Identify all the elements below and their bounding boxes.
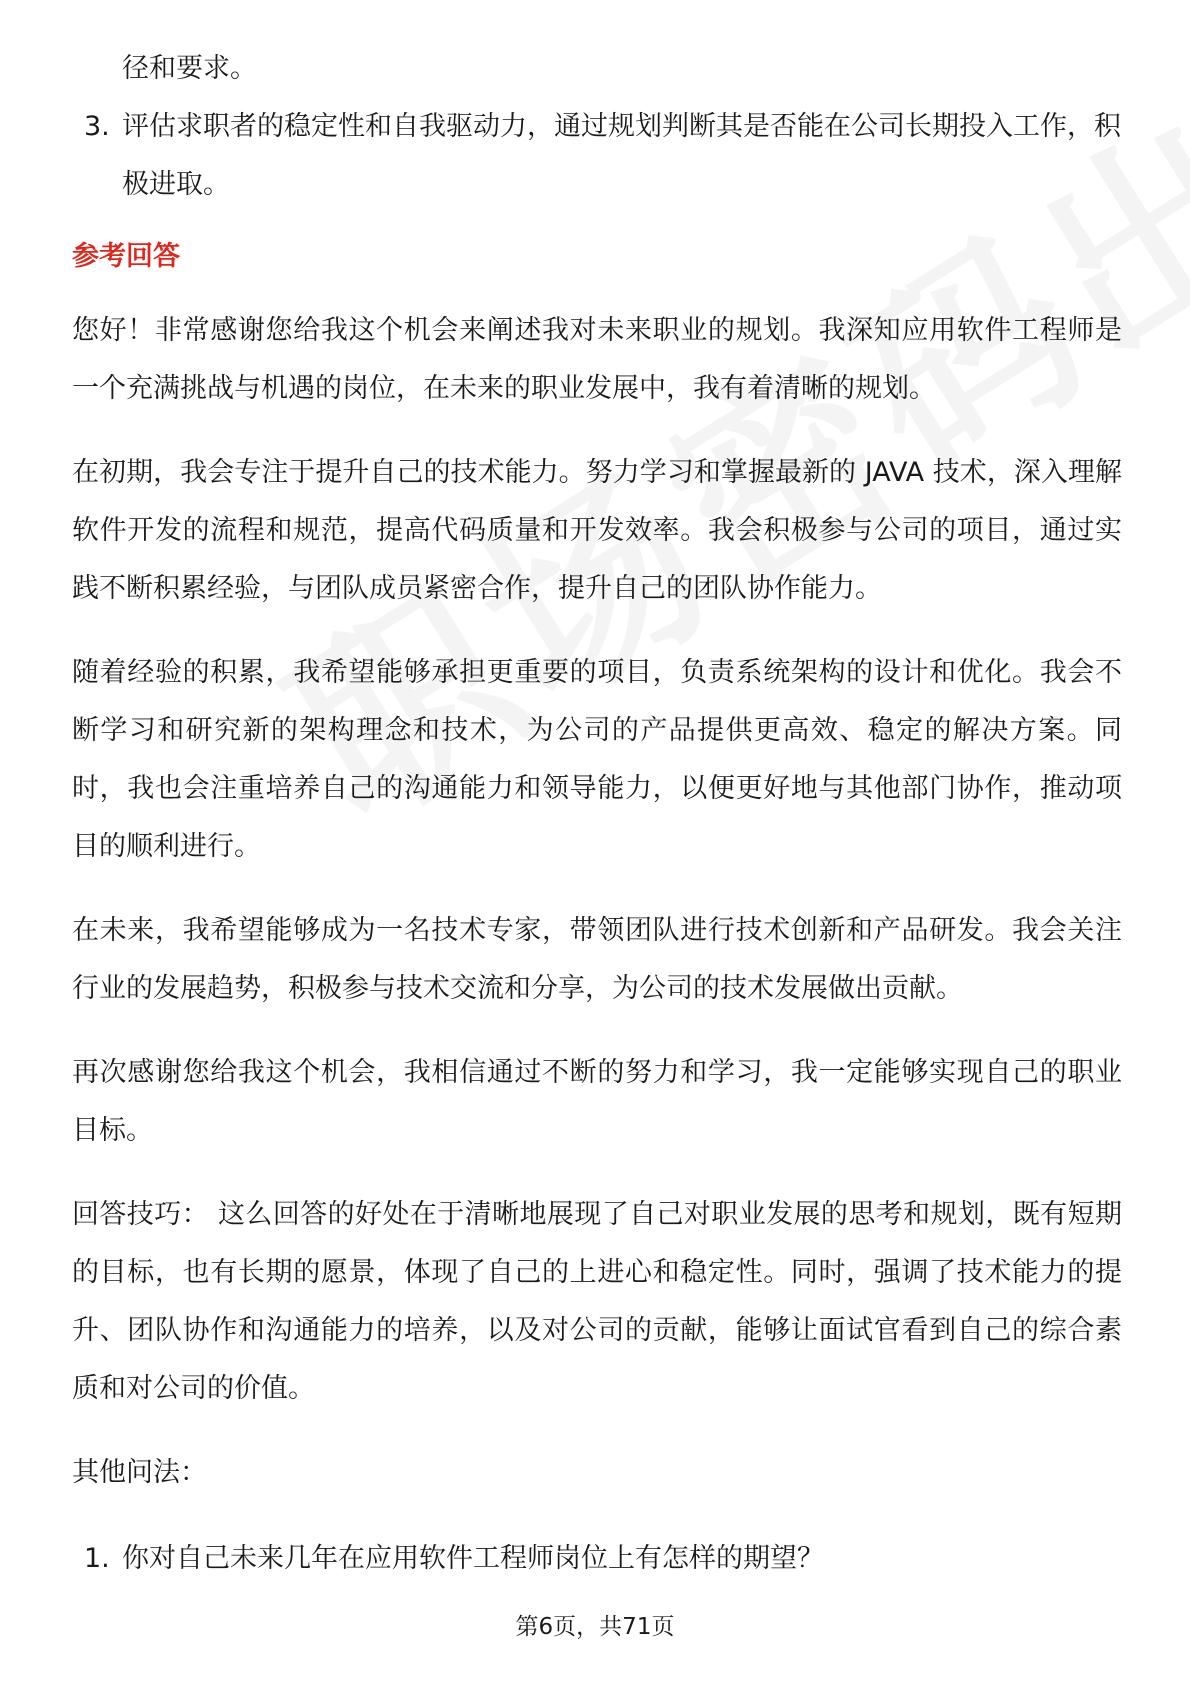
list-item bbox=[72, 98, 1122, 214]
other-question-item bbox=[72, 1530, 1122, 1588]
paragraph-closing: 再次感谢您给我这个机会，我相信通过不断的努力和学习，我一定能够实现自己的职业目标。 bbox=[72, 1057, 1122, 1146]
document-page bbox=[72, 40, 1122, 1588]
paragraph-initial-stage: 在初期，我会专注于提升自己的技术能力。努力学习和掌握最新的 JAVA 技术，深入理解软件开发的流程和规范，提高代码质量和开发效率。我会积极参与公司的项目，通过实践不断积累经验，与团队成员紧密合作，提升自己的团队协作能力。 bbox=[72, 457, 1122, 604]
list-number: 3. bbox=[84, 111, 110, 142]
paragraph-greeting: 您好！非常感谢您给我这个机会来阐述我对未来职业的规划。我深知应用软件工程师是一个充满挑战与机遇的岗位，在未来的职业发展中，我有着清晰的规划。 bbox=[72, 315, 1122, 404]
list-item-continuation: 径和要求。 bbox=[122, 53, 257, 84]
list-text: 评估求职者的稳定性和自我驱动力，通过规划判断其是否能在公司长期投入工作，积极进取。 bbox=[122, 111, 1121, 200]
other-questions-label: 其他问法： bbox=[72, 1457, 207, 1488]
list-text: 你对自己未来几年在应用软件工程师岗位上有怎样的期望？ bbox=[122, 1543, 824, 1574]
paragraph-future-stage: 在未来，我希望能够成为一名技术专家，带领团队进行技术创新和产品研发。我会关注行业的发展趋势，积极参与技术交流和分享，为公司的技术发展做出贡献。 bbox=[72, 915, 1122, 1004]
page-footer: 第6页，共71页 bbox=[515, 1614, 675, 1640]
list-number: 1. bbox=[84, 1543, 110, 1574]
section-title: 参考回答 bbox=[72, 241, 180, 272]
paragraph-growth-stage: 随着经验的积累，我希望能够承担更重要的项目，负责系统架构的设计和优化。我会不断学习和研究新的架构理念和技术，为公司的产品提供更高效、稳定的解决方案。同时，我也会注重培养自己的沟通能力和领导能力，以便更好地与其他部门协作，推动项目的顺利进行。 bbox=[72, 657, 1122, 862]
paragraph-answer-tips: 回答技巧： 这么回答的好处在于清晰地展现了自己对职业发展的思考和规划，既有短期的目标，也有长期的愿景，体现了自己的上进心和稳定性。同时，强调了技术能力的提升、团队协作和沟通能力的培养，以及对公司的贡献，能够让面试官看到自己的综合素质和对公司的价值。 bbox=[72, 1199, 1122, 1404]
